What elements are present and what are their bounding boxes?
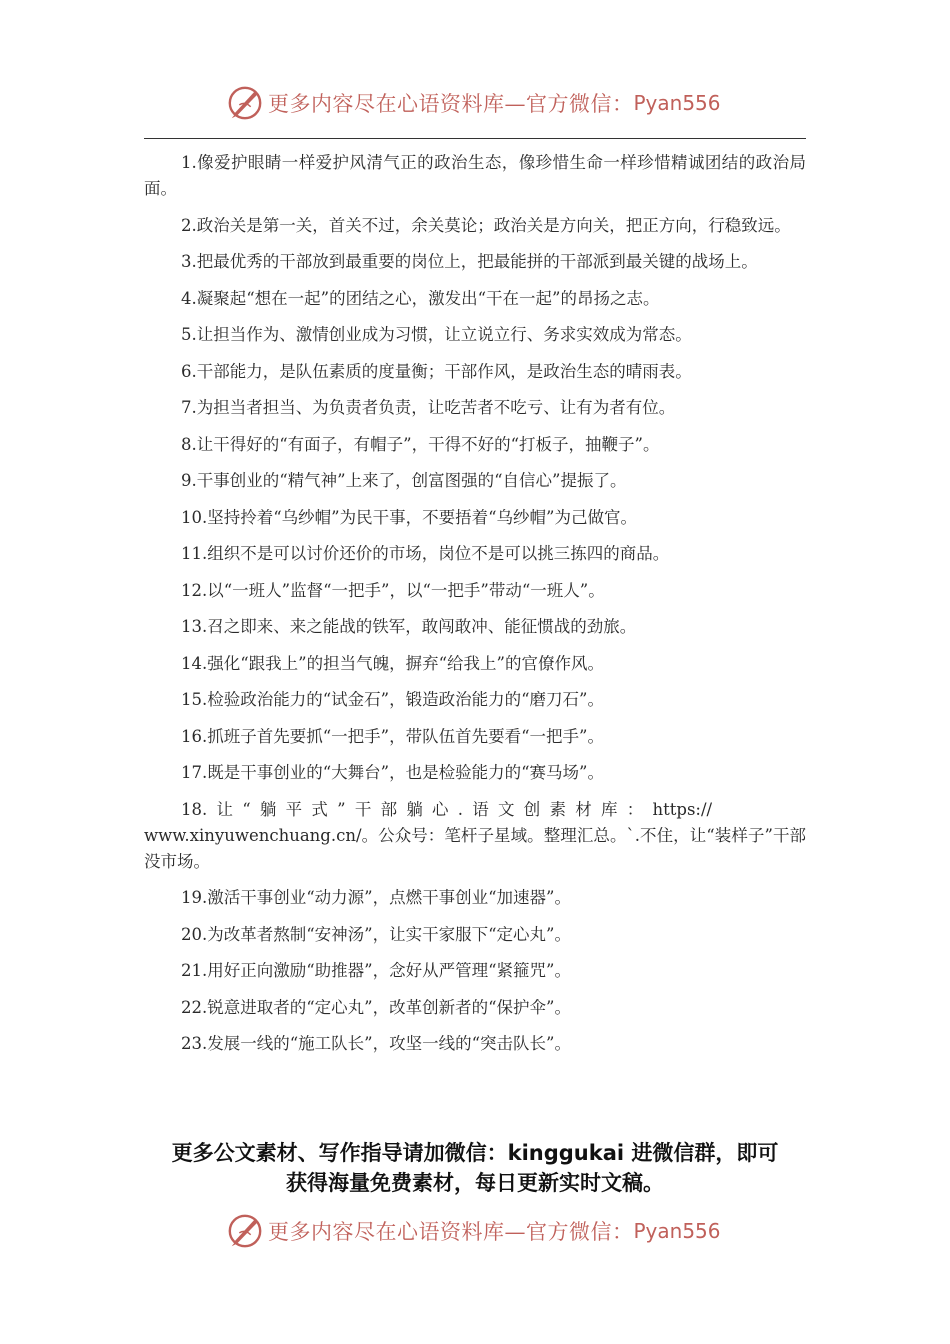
paragraph-2: 2.政治关是第一关，首关不过，余关莫论；政治关是方向关，把正方向，行稳致远。 xyxy=(181,215,791,235)
paragraph-18 xyxy=(144,797,806,875)
paragraph-1: 1.像爱护眼睛一样爱护风清气正的政治生态，像珍惜生命一样珍惜精诚团结的政治局面。 xyxy=(144,153,806,198)
header-rule xyxy=(144,138,806,139)
paragraph-19: 19.激活干事创业“动力源”，点燃干事创业“加速器”。 xyxy=(181,888,571,907)
paragraph-17: 17.既是干事创业的“大舞台”，也是检验能力的“赛马场”。 xyxy=(181,763,604,782)
paragraph-5: 5.让担当作为、激情创业成为习惯，让立说立行、务求实效成为常态。 xyxy=(181,325,692,344)
promo-line-2: 获得海量免费素材，每日更新实时文稿。 xyxy=(286,1171,664,1195)
paragraph-23: 23.发展一线的“施工队长”，攻坚一线的“突击队长”。 xyxy=(181,1034,571,1053)
paragraph-4: 4.凝聚起“想在一起”的团结之心，激发出“干在一起”的昂扬之志。 xyxy=(181,288,660,308)
paragraph-18-rest: www.xinyuwenchuang.cn/。公众号：笔杆子星域。整理汇总。`.不住，让“装样子”干部没市场。 xyxy=(144,825,806,871)
banner-wechat-id: Pyan556 xyxy=(633,1219,721,1243)
banner-text: 更多内容尽在心语资料库—官方微信： xyxy=(268,1220,634,1244)
paragraph-7: 7.为担当者担当、为负责者负责，让吃苦者不吃亏、让有为者有位。 xyxy=(181,398,676,417)
paragraph-20: 20.为改革者熬制“安神汤”，让实干家服下“定心丸”。 xyxy=(181,924,571,944)
banner-wechat-id: Pyan556 xyxy=(633,91,721,115)
header-banner xyxy=(0,78,950,128)
paragraph-22: 22.锐意进取者的“定心丸”，改革创新者的“保护伞”。 xyxy=(181,997,571,1017)
paragraph-21: 21.用好正向激励“助推器”，念好从严管理“紧箍咒”。 xyxy=(181,961,571,980)
paragraph-13: 13.召之即来、来之能战的铁军，敢闯敢冲、能征惯战的劲旅。 xyxy=(181,617,637,636)
paragraph-6: 6.干部能力，是队伍素质的度量衡；干部作风，是政治生态的晴雨表。 xyxy=(181,361,692,381)
promo-line-1: 更多公文素材、写作指导请加微信：kinggukai 进微信群，即可 xyxy=(171,1141,779,1165)
paragraph-8: 8.让干得好的“有面子，有帽子”，干得不好的“打板子，抽鞭子”。 xyxy=(181,434,660,454)
paragraph-18-line1: 18. 让 “ 躺 平 式 ” 干 部 躺 心 . 语 文 创 素 材 库 ： https:// xyxy=(181,799,713,819)
paragraph-9: 9.干事创业的“精气神”上来了，创富图强的“自信心”提振了。 xyxy=(181,471,627,490)
document-body xyxy=(144,150,806,1068)
paragraph-14: 14.强化“跟我上”的担当气魄，摒弃“给我上”的官僚作风。 xyxy=(181,653,604,673)
paragraph-10: 10.坚持拎着“乌纱帽”为民干事，不要捂着“乌纱帽”为己做官。 xyxy=(181,507,637,527)
pen-logo-icon xyxy=(226,1212,264,1250)
promo-text xyxy=(120,1138,830,1198)
paragraph-15: 15.检验政治能力的“试金石”，锻造政治能力的“磨刀石”。 xyxy=(181,690,604,709)
paragraph-16: 16.抓班子首先要抓“一把手”，带队伍首先要看“一把手”。 xyxy=(181,726,604,746)
banner-text: 更多内容尽在心语资料库—官方微信： xyxy=(268,92,634,116)
paragraph-11: 11.组织不是可以讨价还价的市场，岗位不是可以挑三拣四的商品。 xyxy=(181,544,670,563)
paragraph-12: 12.以“一班人”监督“一把手”，以“一把手”带动“一班人”。 xyxy=(181,580,605,600)
footer-banner xyxy=(0,1206,950,1256)
paragraph-3: 3.把最优秀的干部放到最重要的岗位上，把最能拼的干部派到最关键的战场上。 xyxy=(181,252,758,271)
pen-logo-icon xyxy=(226,84,264,122)
